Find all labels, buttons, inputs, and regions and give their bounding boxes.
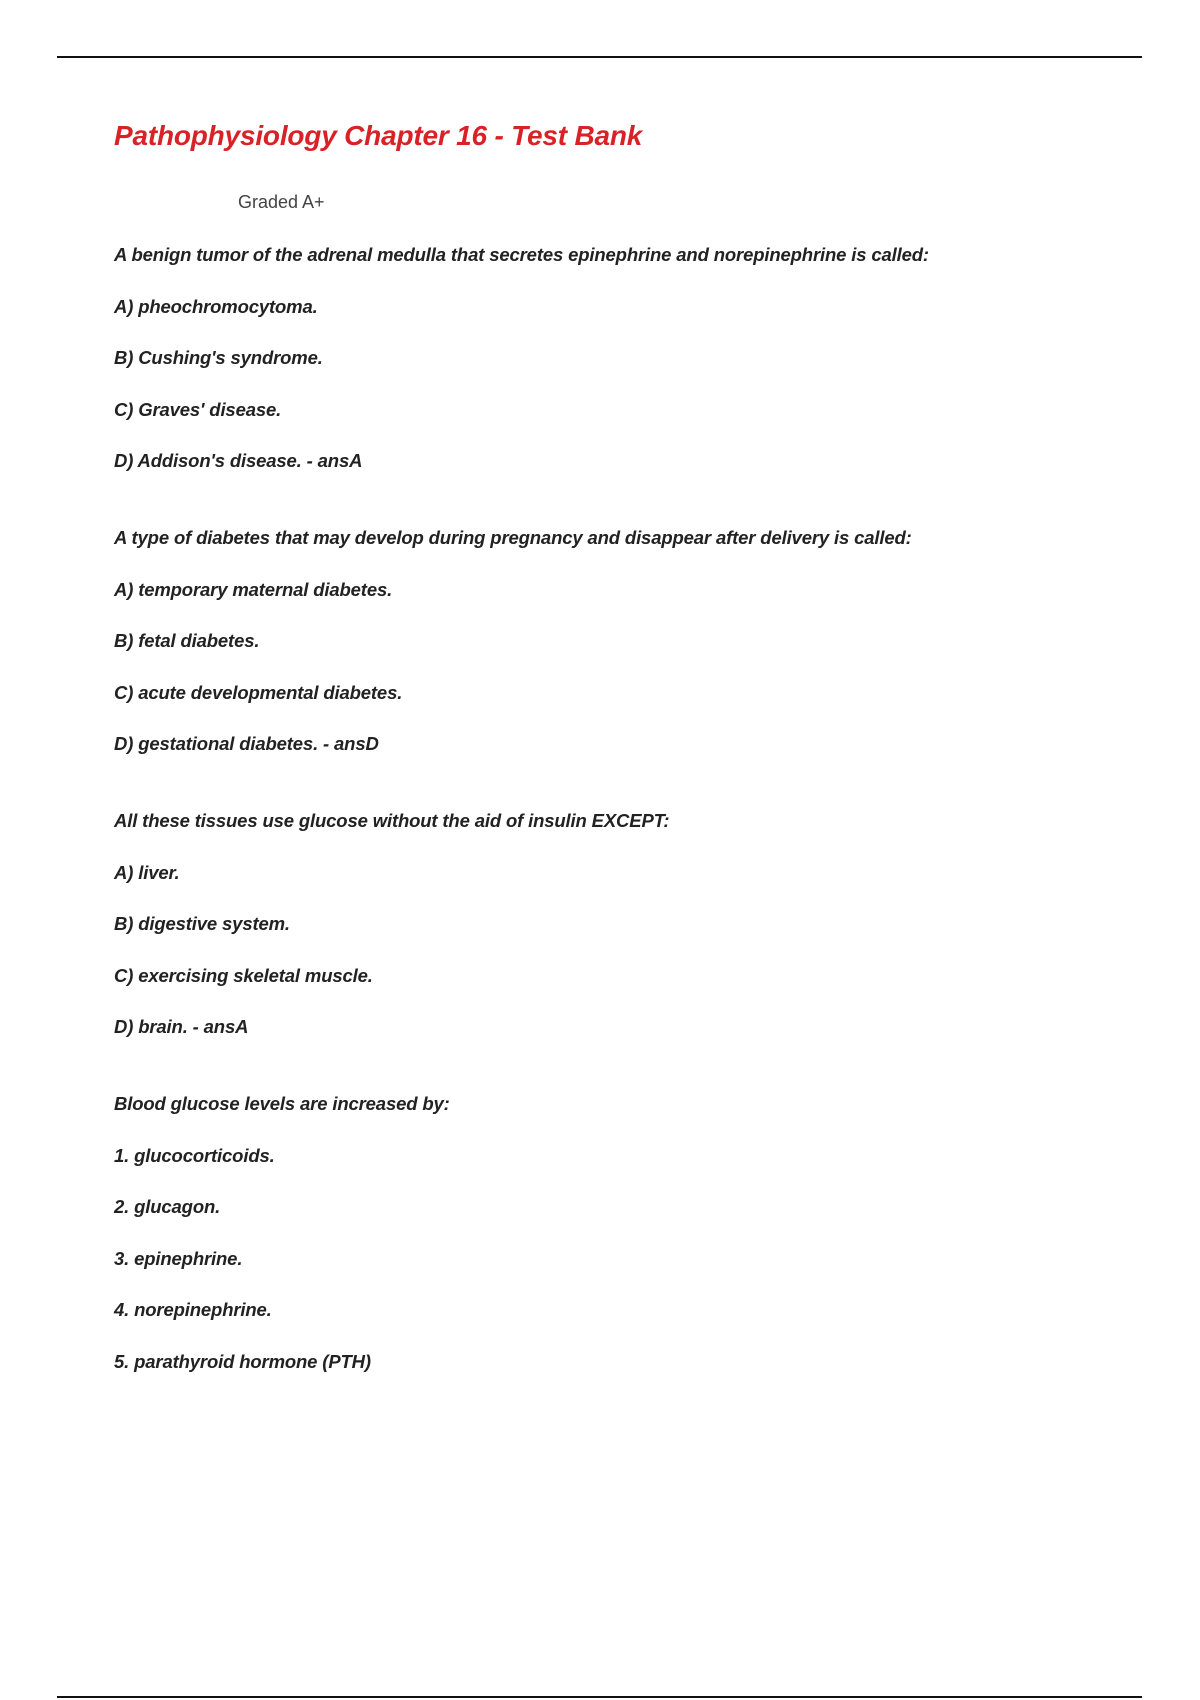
question-stem: Blood glucose levels are increased by: — [114, 1093, 450, 1114]
grade-label: Graded A+ — [238, 192, 325, 212]
bottom-rule — [57, 1696, 1142, 1698]
answer-option: D) brain. - ansA — [114, 1016, 249, 1037]
question-2 — [114, 525, 1114, 757]
answer-option: D) Addison's disease. - ansA — [114, 450, 363, 471]
answer-option: 1. glucocorticoids. — [114, 1144, 275, 1166]
answer-option: A) liver. — [114, 861, 180, 883]
question-1 — [114, 242, 1114, 474]
answer-option: C) exercising skeletal muscle. — [114, 964, 373, 986]
question-list — [114, 242, 1114, 1426]
answer-option: 3. epinephrine. — [114, 1247, 243, 1269]
answer-option: B) Cushing's syndrome. — [114, 347, 323, 368]
page-title: Pathophysiology Chapter 16 - Test Bank — [114, 120, 643, 151]
answer-option: C) Graves' disease. — [114, 398, 282, 420]
question-stem: All these tissues use glucose without the aid of insulin EXCEPT: — [114, 810, 670, 831]
document-body — [114, 116, 1114, 1372]
answer-option: C) acute developmental diabetes. — [114, 681, 403, 703]
question-stem: A benign tumor of the adrenal medulla that secretes epinephrine and norepinephrine is called: — [114, 244, 929, 265]
question-stem: A type of diabetes that may develop during pregnancy and disappear after delivery is called: — [114, 527, 912, 548]
answer-option: B) digestive system. — [114, 913, 290, 934]
answer-option: A) pheochromocytoma. — [114, 295, 318, 317]
answer-option: 2. glucagon. — [114, 1196, 221, 1217]
question-3 — [114, 808, 1114, 1040]
answer-option: B) fetal diabetes. — [114, 630, 260, 651]
answer-option: 4. norepinephrine. — [114, 1299, 272, 1320]
top-rule — [57, 56, 1142, 58]
answer-option: A) temporary maternal diabetes. — [114, 578, 393, 600]
answer-option: D) gestational diabetes. - ansD — [114, 733, 379, 754]
question-4 — [114, 1091, 1114, 1375]
answer-option: 5. parathyroid hormone (PTH) — [114, 1350, 371, 1372]
